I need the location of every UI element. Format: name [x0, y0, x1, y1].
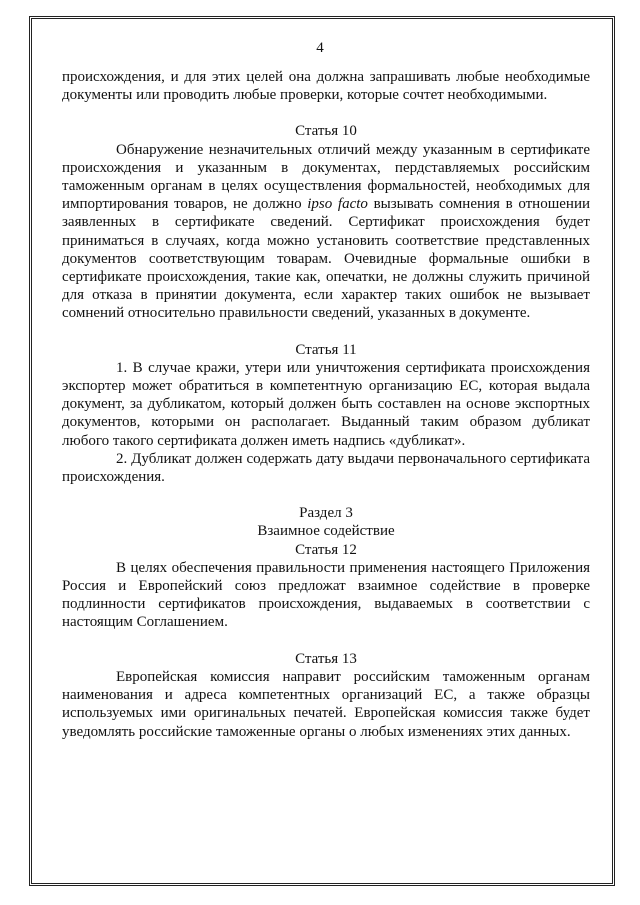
document-body: [62, 68, 590, 741]
spacer: [62, 323, 590, 341]
article-11-heading: Статья 11: [295, 341, 357, 358]
article-11-paragraph-1: 1. В случае кражи, утери или уничтожения сертификата происхождения экспортер может обратиться в компетентную организацию ЕС, которая выдала документ, за дубликатом, который должен быть составлен на основе экспортных документов, которыми он располагает. Выданный таким образом дубликат любого такого сертификата должен иметь надпись «дубликат».: [62, 359, 590, 449]
section-3-heading: Раздел 3: [299, 505, 353, 522]
page-number: 4: [316, 40, 324, 56]
spacer: [62, 104, 590, 122]
article-10-text-before: Обнаружение незначительных отличий между указанным в сертификате происхождения и указанным в документах, пердставляемых российским таможенным органам в целях осуществления формальностей, необходимых для импортирования товаров, не должно: [62, 141, 590, 213]
spacer: [62, 632, 590, 650]
article-12-heading: Статья 12: [295, 541, 357, 558]
article-13-heading: Статья 13: [295, 650, 357, 667]
section-3-title: Взаимное содействие: [257, 523, 395, 540]
spacer: [62, 486, 590, 504]
article-13-paragraph: Европейская комиссия направит российским таможенным органам наименования и адреса компетентных организаций ЕС, а также образцы используемых ими оригинальных печатей. Европейская комиссия также будет уведомлять российские таможенные органы о любых изменениях этих данных.: [62, 668, 590, 740]
article-12-paragraph: В целях обеспечения правильности применения настоящего Приложения Россия и Европейский союз предложат взаимное содействие в проверке подлинности сертификатов происхождения, выдаваемых в соответствии с настоящим Соглашением.: [62, 559, 590, 631]
article-10-italic-term: ipso facto: [307, 196, 368, 213]
intro-paragraph: происхождения, и для этих целей она должна запрашивать любые необходимые документы или проводить любые проверки, которые сочтет необходимыми.: [62, 69, 590, 104]
article-10-heading: Статья 10: [295, 123, 357, 140]
article-11-paragraph-2: 2. Дубликат должен содержать дату выдачи первоначального сертификата происхождения.: [62, 450, 590, 486]
article-10-text-after: вызывать сомнения в отношении заявленных в сертификате сведений. Сертификат происхождения будет приниматься в случаях, когда можно установить соответствие представленных документов соответствующим товарам. Очевидные формальные ошибки в сертификате происхождения, такие как, опечатки, не должны служить причиной для отказа в принятии документа, если характер таких ошибок не вызывает сомнений относительно правильности сведений, указанных в документе.: [62, 196, 591, 322]
article-10-paragraph: [62, 141, 590, 323]
